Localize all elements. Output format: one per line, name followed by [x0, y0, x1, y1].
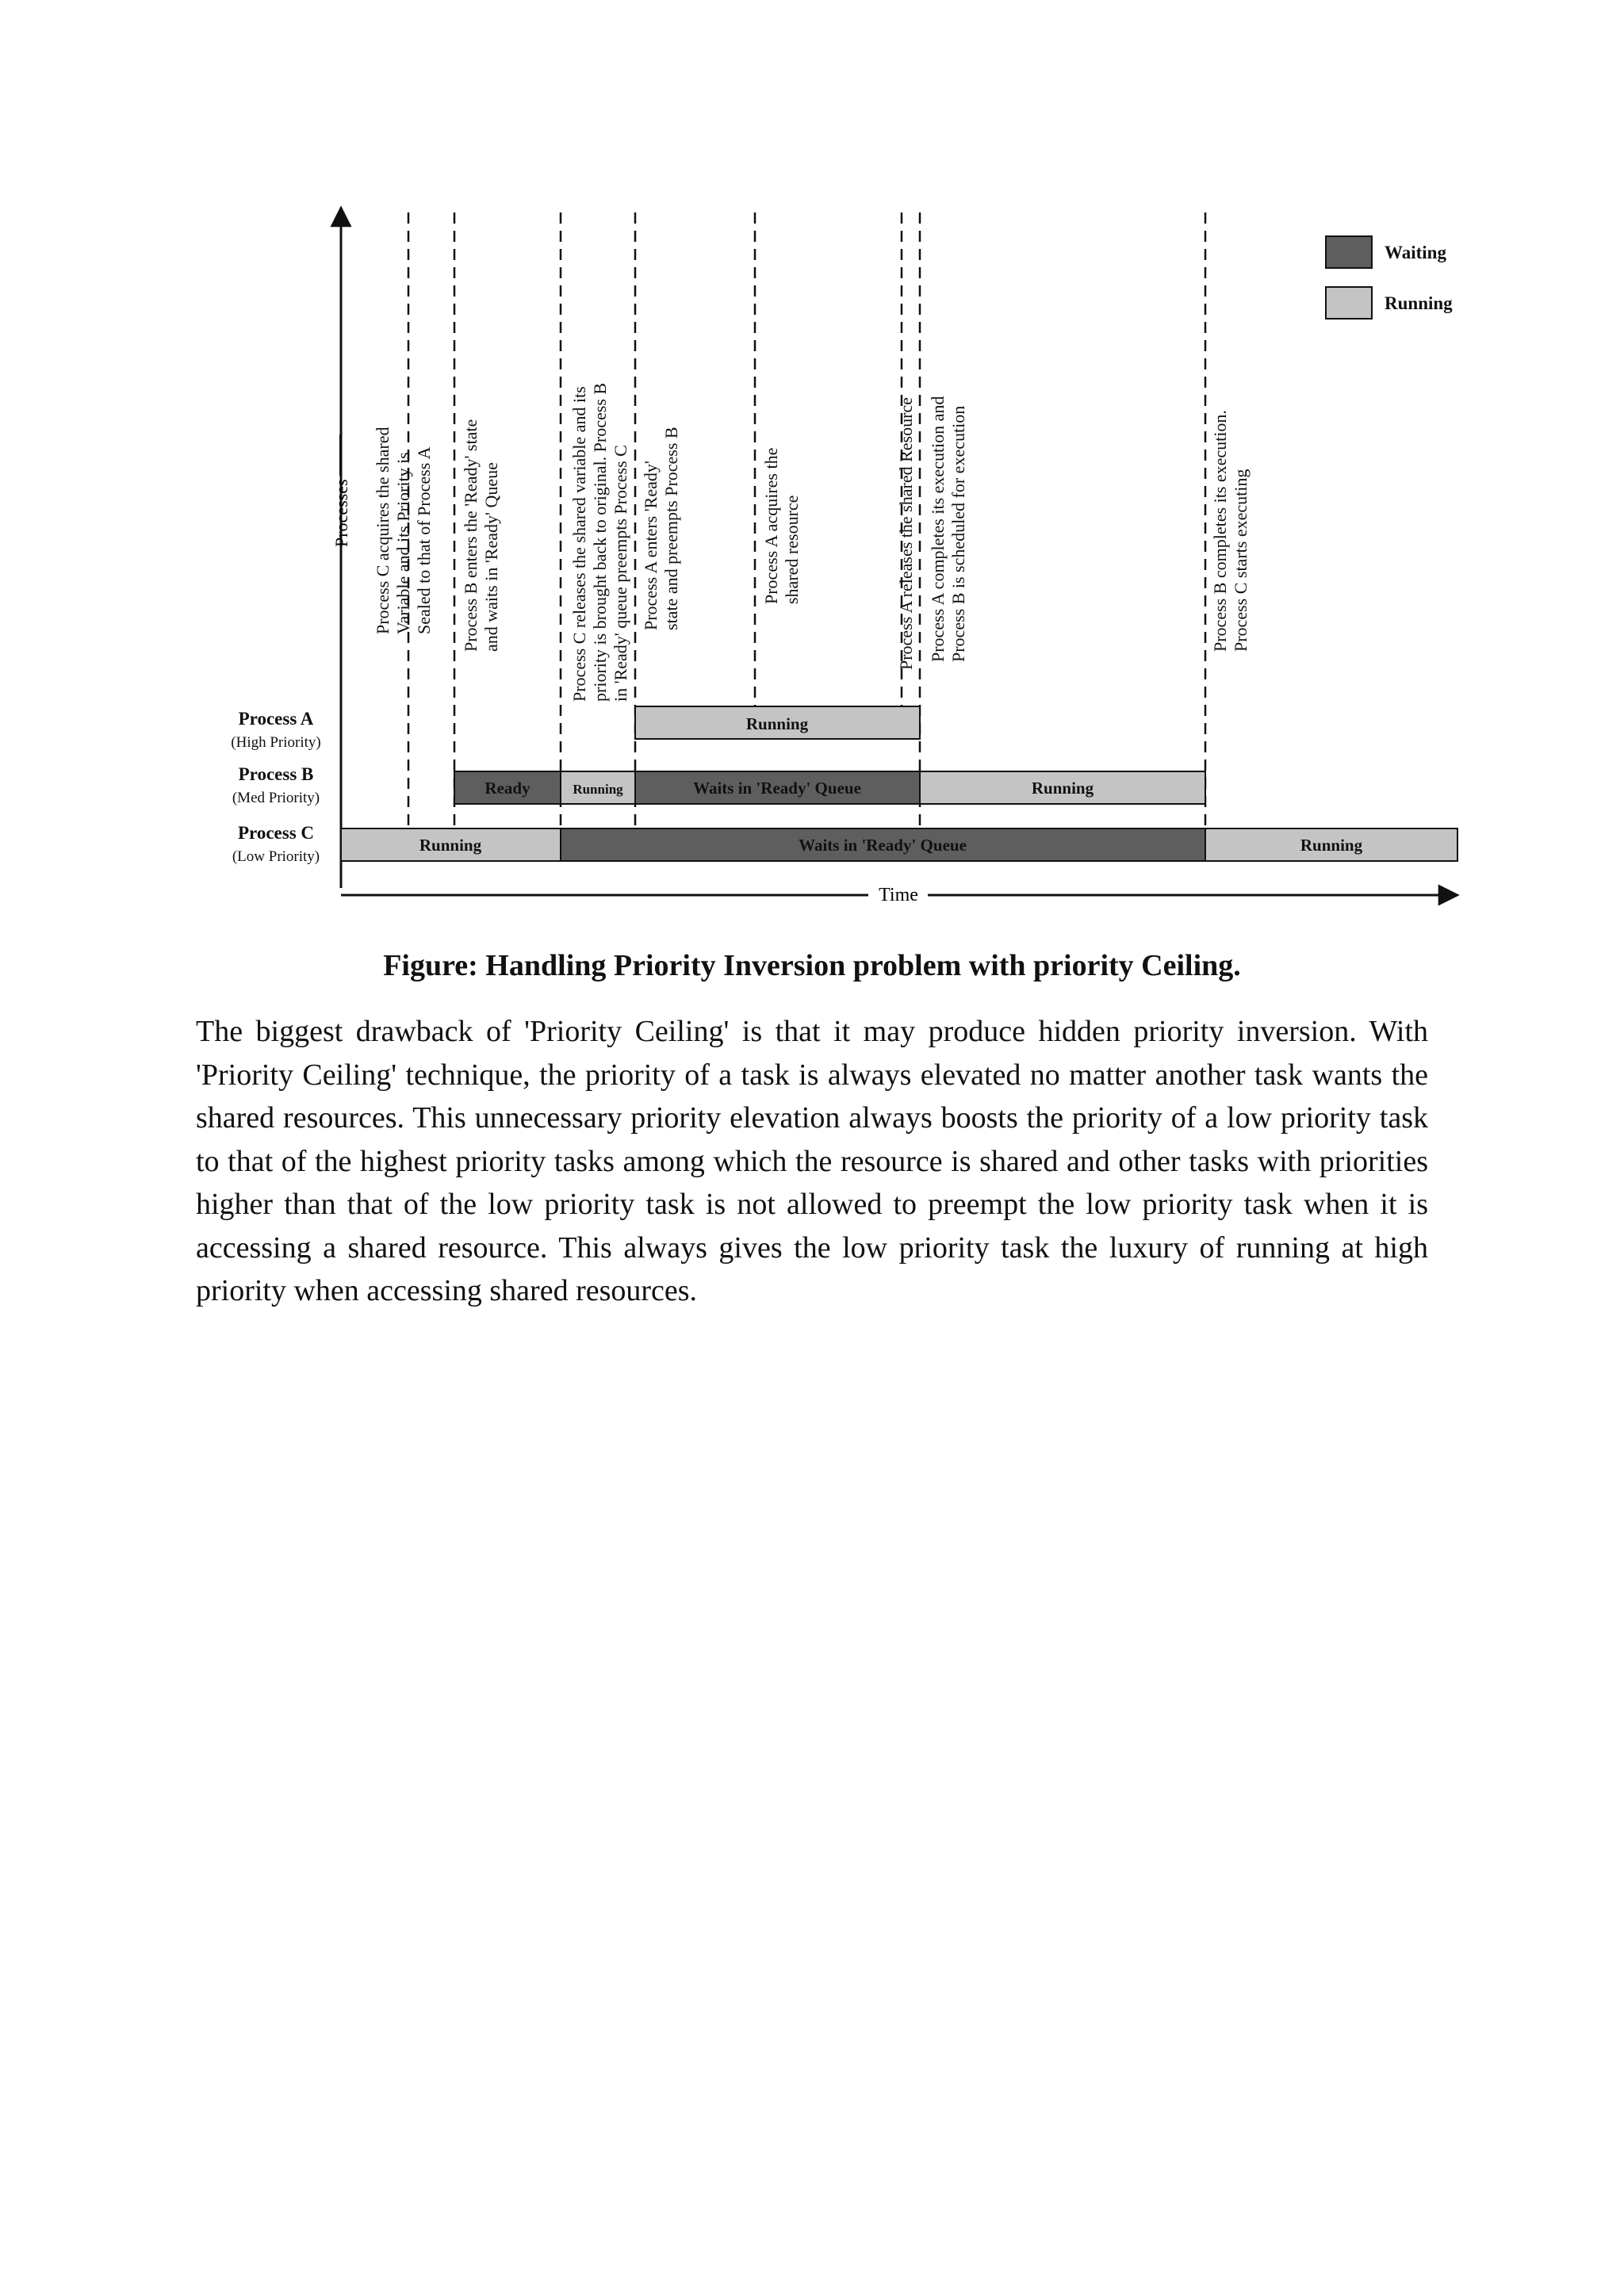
annotation-b-ready: [461, 415, 501, 652]
annotation-line: Process A acquires the: [761, 447, 781, 604]
legend-waiting-swatch: [1326, 236, 1372, 268]
annotation-line: shared resource: [782, 495, 802, 604]
annotation-line: Process B enters the 'Ready' state: [461, 419, 481, 652]
process-b-priority: (Med Priority): [232, 790, 320, 806]
process-a-priority: (High Priority): [231, 734, 321, 751]
process-c-name: Process C: [237, 823, 315, 843]
bar-label: Running: [1031, 779, 1094, 798]
legend-waiting-label: Waiting: [1385, 243, 1446, 262]
annotation-line: and waits in 'Ready' Queue: [481, 462, 501, 652]
bar-label: Running: [1300, 836, 1363, 855]
x-axis-label: Time: [879, 885, 918, 905]
process-labels: [231, 709, 320, 865]
annotation-c-acquires: [373, 423, 434, 634]
annotation-line: Process C releases the shared variable and its: [569, 386, 589, 702]
annotation-line: Process C starts executing: [1231, 469, 1251, 652]
figure-caption: Figure: Handling Priority Inversion problem with priority Ceiling.: [383, 949, 1241, 982]
body-paragraph: The biggest drawback of 'Priority Ceiling' is that it may produce hidden priority inversion. With 'Priority Ceiling' technique, the priority of a task is always elevated no matter another task wants the shared resources. This unnecessary priority elevation always boosts the priority of a low priority task to that of the highest priority tasks among which the resource is shared and other tasks with priorities higher than that of the low priority task is not allowed to preempt the low priority task when it is accessing a shared resource. This always gives the low priority task the luxury of running at high priority when accessing shared resources.: [196, 1015, 1428, 1307]
legend-running-label: Running: [1385, 293, 1453, 313]
process-b-name: Process B: [238, 764, 314, 784]
annotation-line: in 'Ready' queue preempts Process C: [611, 445, 630, 702]
annotation-line: Process B completes its execution.: [1210, 410, 1230, 652]
bar-label: Ready: [485, 779, 530, 798]
annotation-c-releases: [569, 378, 630, 702]
legend: [1326, 236, 1453, 319]
bar-label: Waits in 'Ready' Queue: [799, 836, 967, 855]
annotation-a-completes: [928, 392, 968, 662]
annotation-line: Process A completes its execution and: [928, 396, 948, 662]
bar-label: Running: [573, 782, 623, 797]
process-c-priority: (Low Priority): [232, 848, 320, 865]
annotation-line: Process C acquires the shared: [373, 427, 393, 634]
annotation-a-ready: [641, 427, 681, 630]
annotation-line: state and preempts Process B: [661, 427, 681, 630]
annotation-line: Sealed to that of Process A: [414, 446, 434, 634]
annotation-line: Process B is scheduled for execution: [948, 405, 968, 662]
annotation-b-completes: [1210, 406, 1251, 652]
annotation-line: priority is brought back to original. Process B: [590, 382, 610, 702]
timing-diagram-svg: [0, 0, 1624, 920]
annotation-line: Process A enters 'Ready': [641, 461, 661, 630]
y-axis-label: Processes: [331, 479, 351, 547]
bar-label: Waits in 'Ready' Queue: [693, 779, 861, 798]
annotation-line: Variable and its Priority is: [393, 452, 413, 634]
annotation-a-acquires: [761, 443, 802, 604]
process-a-name: Process A: [238, 709, 314, 729]
annotations: [373, 378, 1251, 702]
bar-label: Running: [419, 836, 482, 855]
annotation-line: Process A releases the shared Resource: [896, 397, 916, 670]
priority-ceiling-timing-diagram: [0, 0, 1624, 920]
annotation-a-releases: [896, 397, 916, 670]
legend-running-swatch: [1326, 287, 1372, 319]
bar-label: Running: [745, 714, 809, 733]
